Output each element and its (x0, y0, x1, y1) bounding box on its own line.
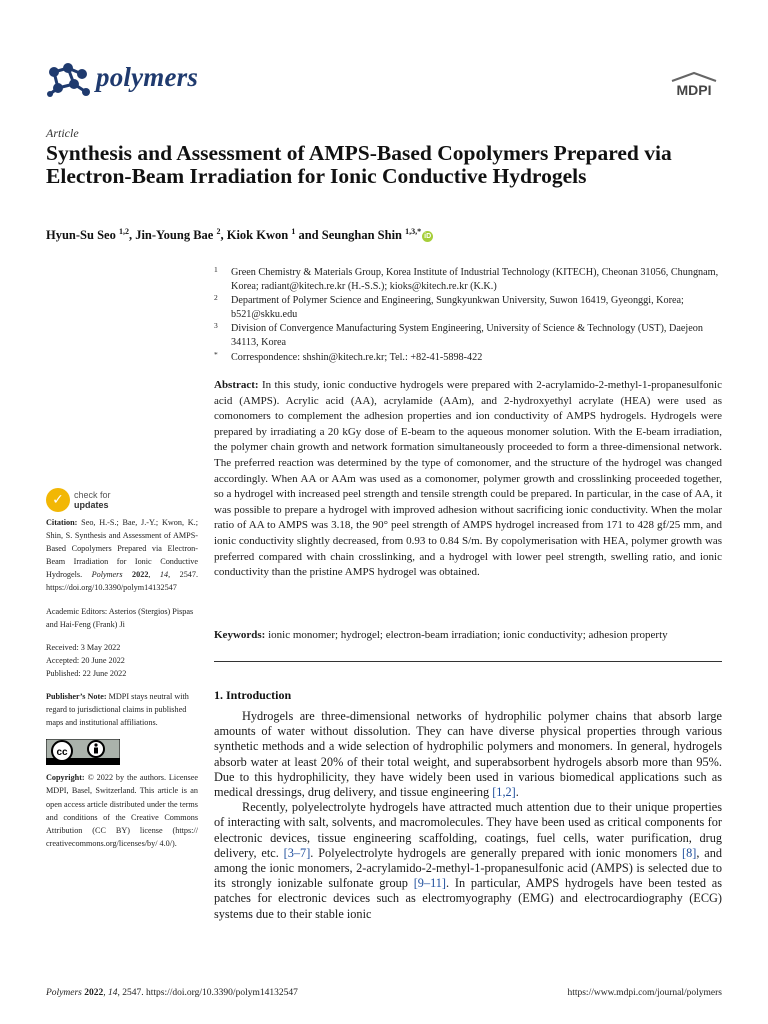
footer-doi[interactable]: , 2547. https://doi.org/10.3390/polym14132547 (117, 988, 298, 998)
check-for-updates-button[interactable] (46, 488, 166, 516)
abstract-text: In this study, ionic conductive hydrogels were prepared with 2-acrylamido-2-methyl-1-propanesulfonic acid (AMPS). Acrylic acid (AA), acrylamide (AAm), and 2-hydroxyethyl acrylate (HEA) were used as comonomers to complement the adhesion properties and ion conductivity of AMPS hydrogels. Hydrogels were prepared by irradiating a 20 kGy dose of E-beam to the aqueous monomer solution. With the E-beam irradiation, the polymer chain growth and network formation simultaneously proceeded to form a three-dimensional network. The preferred reaction was determined by the type of comonomer, and the structure of the hydrogel was changed accordingly. When AA or AAm was used as a comonomer, polymer growth and crosslinking proceeded together, so a hydrogel with increased peel strength and tensile strength could be prepared. In particular, in the case of AA, it was possible to prepare a hydrogel with improved adhesion without sacrificing ionic conductivity. When the molar ratio of AA to AMPS was 3.18, the 90° peel strength of AMPS hydrogel increased from 171 to 428 gf/25 mm, and ionic conductivity slightly decreased, from 0.93 to 0.84 S/m. By copolymerisation with HEA, polymer growth was preferred compared with chain crosslinking, and a hydrogel with lower peel strength, swelling ratio, and ionic conductivity than the pristine AMPS hydrogel was obtained. (214, 379, 722, 579)
affiliation-item (214, 294, 724, 322)
author-name[interactable]: Seunghan Shin (321, 228, 403, 243)
mdpi-logo-text: MDPI (676, 82, 712, 98)
footer-volume: 14 (108, 988, 118, 998)
affiliation-text: Division of Convergence Manufacturing System Engineering, University of Science & Technology (UST), Daejeon 34113, Korea (231, 323, 703, 349)
cc-by-license-icon[interactable] (46, 739, 120, 765)
author-list (46, 227, 433, 243)
affiliation-number: * (214, 349, 218, 359)
footer-journal-url[interactable]: https://www.mdpi.com/journal/polymers (567, 988, 722, 998)
checkmark-icon: ✓ (52, 492, 64, 508)
mdpi-logo-icon (668, 71, 720, 99)
reference-link[interactable]: [8] (682, 845, 697, 860)
keywords-label: Keywords: (214, 629, 266, 641)
received-date: Received: 3 May 2022 (46, 642, 121, 652)
copyright-text: © 2022 by the authors. Licensee MDPI, Basel, Switzerland. This article is an open access article distributed under the terms and conditions of the Creative Commons Attribution (CC BY) license (https:// creativecommons.org/licenses/by/ 4.0/). (46, 773, 199, 848)
footer-citation: Polymers 2022, 14, 2547. https://doi.org/10.3390/polym14132547 (46, 988, 298, 998)
affiliation-number: 2 (214, 293, 218, 303)
section-heading: 1. Introduction (214, 688, 292, 702)
author-separator: and (295, 228, 322, 243)
affiliation-item (214, 322, 724, 350)
note-text: MDPI stays neutral with regard to jurisdictional claims in published maps and institutional affiliations. (46, 692, 189, 728)
affiliation-item (214, 351, 724, 365)
affiliation-number: 1 (214, 265, 218, 274)
dates (46, 641, 198, 680)
polymers-network-icon (46, 62, 92, 98)
author-name[interactable]: Hyun-Su Seo (46, 228, 116, 243)
section-divider (214, 661, 722, 662)
keywords-text: ionic monomer; hydrogel; electron-beam irradiation; ionic conductivity; adhesion property (268, 629, 668, 641)
publishers-note (46, 690, 198, 729)
footer-journal: Polymers (46, 988, 82, 998)
paragraph-text: Hydrogels are three-dimensional networks of hydrophilic polymer chains that absorb large amounts of water without dissolution. They can have diverse physical properties through various synthetic methods and a wide selection of hydrophilic polymers and monomers. In general, hydrogels absorb water at least 20% of their total weight, and superabsorbent hydrogels absorb more than 95%. Due to this hydrophilicity, they have widely been used in various biomedical applications such as medical dressings, drug delivery, and tissue engineering (214, 709, 722, 800)
journal-name: polymers (96, 62, 199, 92)
affiliation-text: Green Chemistry & Materials Group, Korea Institute of Industrial Technology (KITECH), Cheonan 31056, Chungnam, Korea; radiant@kitech.re.kr (H.-S.S.); kioks@kitech.re.kr (K.K.) (231, 267, 719, 293)
keywords (214, 628, 734, 643)
paragraph (214, 800, 722, 922)
paragraph-text: . In particular, AMPS hydrogels have been tested as patches for electronic devices such as electromyography (EMG) and electrocardiography (ECG) systems due to their stable ionic (214, 876, 722, 921)
author-name[interactable]: Kiok Kwon (226, 228, 289, 243)
orcid-icon[interactable]: iD (424, 233, 432, 241)
author-name[interactable]: Jin-Young Bae (135, 228, 214, 243)
paragraph: Hydrogels are three-dimensional networks of hydrophilic polymer chains that absorb large amounts of water without dissolution. They can have diverse physical properties through various synthetic methods and a wide selection of hydrophilic polymers and monomers. In general, hydrogels absorb water at least 20% of their total weight, and superabsorbent hydrogels absorb more than 95%. Due to this hydrophilicity, they have widely been used in various biomedical applications such as medical dressings, drug delivery, and tissue engineering [1,2]. (214, 709, 722, 800)
affiliation-number: 3 (214, 321, 218, 331)
citation-block: Citation: Seo, H.-S.; Bae, J.-Y.; Kwon, K.; Shin, S. Synthesis and Assessment of AMPS-Based Copolymers Prepared via Electron-Beam Irradiation for Ionic Conductive Hydrogels. Polymers 2022, 14, 2547. https://doi.org/10.3390/polym14132547 (46, 518, 199, 593)
citation-text: Seo, H.-S.; Bae, J.-Y.; Kwon, K.; Shin, S. Synthesis and Assessment of AMPS-Based Copolymers Prepared via Electron-Beam Irradiation for Ionic Conductive Hydrogels. (46, 518, 198, 580)
affiliation-text: Correspondence: shshin@kitech.re.kr; Tel.: +82-41-5898-422 (231, 351, 483, 363)
sidebar (46, 516, 198, 860)
reference-link[interactable]: [3–7] (283, 845, 311, 860)
author-affiliation-marker: 2 (216, 227, 221, 236)
check-updates-line2: updates (74, 500, 109, 510)
affiliation-text: Department of Polymer Science and Engineering, Sungkyunkwan University, Suwon 16419, Gyeonggi, Korea; b521@skku.edu (231, 295, 684, 321)
author-affiliation-marker: 1,2 (118, 227, 129, 236)
check-updates-label (74, 490, 111, 510)
svg-text:cc: cc (56, 747, 68, 759)
copyright-block (46, 771, 198, 850)
affiliation-item (214, 266, 724, 294)
academic-editors: Academic Editors: Asterios (Stergios) Pispas and Hai-Feng (Frank) Ji (46, 606, 194, 629)
author-affiliation-marker: 1 (291, 227, 296, 236)
body-text (214, 709, 722, 922)
reference-link[interactable]: [9–11] (413, 876, 447, 891)
citation-label: Citation: (46, 518, 78, 527)
author-separator: , (128, 228, 136, 243)
citation-year: 2022 (132, 570, 149, 580)
abstract-label: Abstract: (214, 379, 259, 391)
footer-year: 2022 (84, 988, 104, 998)
check-updates-line1: check for (74, 490, 111, 500)
copyright-label: Copyright: (46, 773, 85, 783)
citation-doi[interactable]: , 2547. https://doi.org/10.3390/polym14132547 (46, 570, 199, 593)
paragraph-text: . Polyelectrolyte hydrogels are generally prepared with ionic monomers (310, 845, 682, 860)
article-title: Synthesis and Assessment of AMPS-Based Copolymers Prepared via Electron-Beam Irradiation for Ionic Conductive Hydrogels (46, 141, 672, 188)
citation-journal: Polymers (91, 570, 123, 580)
published-date: Published: 22 June 2022 (46, 668, 127, 678)
note-label: Publisher’s Note: (46, 692, 107, 702)
paragraph-text: Recently, polyelectrolyte hydrogels have attracted much attention due to their unique properties of interacting with salt, solvents, and macromolecules. They have been used as critical components for electronic devices, tissue engineering scaffolding, coatings, fuel cells, water purification, drug delivery, etc. (214, 800, 722, 860)
abstract (214, 378, 722, 581)
author-separator: , (220, 228, 227, 243)
paragraph-text: , and among the ionic monomers, 2-acrylamido-2-methyl-1-propanesulfonic acid (AMPS) is selected due to its strongly ionizable sulfonate group (214, 845, 723, 891)
affiliations (214, 266, 724, 365)
citation-volume: 14 (159, 570, 169, 580)
accepted-date: Accepted: 20 June 2022 (46, 655, 125, 665)
author-affiliation-marker: 1,3,* (405, 227, 422, 236)
article-type: Article (46, 126, 79, 140)
reference-link[interactable]: [1,2] (492, 785, 516, 800)
